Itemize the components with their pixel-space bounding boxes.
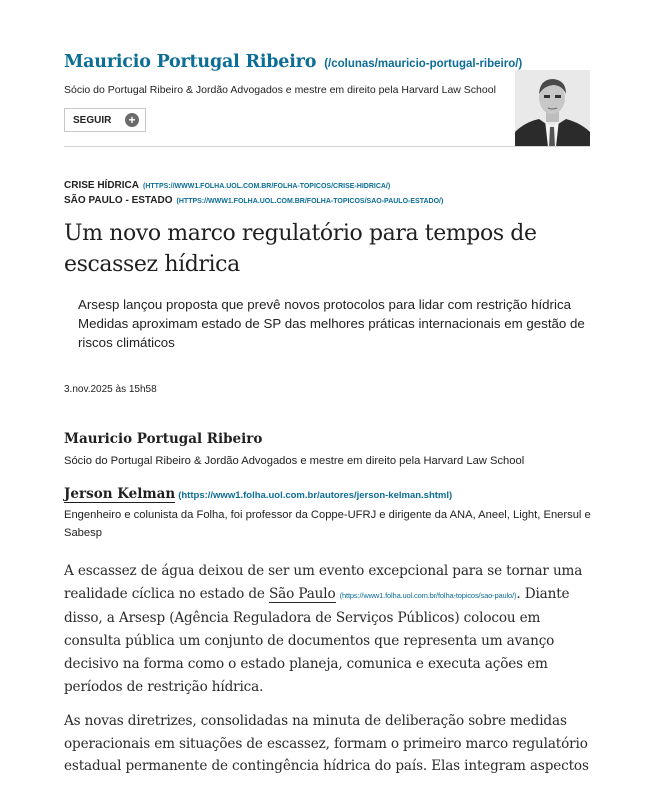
follow-button[interactable] [64,108,146,132]
author-name-link[interactable] [64,486,452,502]
subtitle-line: Arsesp lançou proposta que prevê novos protocolos para lidar com restrição hídrica [78,297,571,312]
paragraph-text: A escassez de água deixou de ser um evento excepcional para se tornar uma realidade cíclica no estado de [64,563,583,602]
tag-url: (HTTPS://WWW1.FOLHA.UOL.COM.BR/FOLHA-TOPICOS/CRISE-HIDRICA/) [143,183,391,190]
columnist-url: (/colunas/mauricio-portugal-ribeiro/) [324,58,523,70]
author-url: (https://www1.folha.uol.com.br/autores/jerson-kelman.shtml) [178,490,453,501]
follow-label: SEGUIR [73,114,112,126]
article-title: Um novo marco regulatório para tempos de escassez hídrica [64,221,537,277]
article-subtitle [78,295,598,352]
sao-paulo-url[interactable]: (https://www1.folha.uol.com.br/folha-topicos/sao-paulo/) [339,590,517,600]
tag-url: (HTTPS://WWW1.FOLHA.UOL.COM.BR/FOLHA-TOPICOS/SAO-PAULO-ESTADO/) [176,198,444,205]
author-bio: Engenheiro e colunista da Folha, foi professor da Coppe-UFRJ e dirigente da ANA, Aneel, Light, Enersul e Sabesp [64,509,591,539]
columnist-name: Mauricio Portugal Ribeiro [64,52,317,72]
publish-date: 3.nov.2025 às 15h58 [64,384,157,395]
paragraph-text: . Diante disso, a Arsesp (Agência Reguladora de Serviços Públicos) colocou em consulta pública um conjunto de documentos que representa um avanço decisivo na forma como o estado planeja, comunica e executa ações em períodos de restrição hídrica. [64,585,570,695]
author-bio: Sócio do Portugal Ribeiro & Jordão Advogados e mestre em direito pela Harvard Law School [64,455,525,467]
author-name: Mauricio Portugal Ribeiro [64,431,263,447]
article-paragraph [64,710,594,778]
paragraph-text: As novas diretrizes, consolidadas na minuta de deliberação sobre medidas operacionais em situações de escassez, formam o primeiro marco regulatório estadual permanente de contingência hídrica do país. Elas integram aspectos [64,713,589,775]
sao-paulo-link[interactable]: São Paulo [269,585,336,602]
tag-label: SÃO PAULO - ESTADO [64,195,173,206]
subtitle-line: Medidas aproximam estado de SP das melhores práticas internacionais em gestão de riscos climáticos [78,316,585,350]
plus-icon: + [125,113,139,127]
tag-sao-paulo-estado[interactable] [64,195,443,206]
header-divider [64,146,590,147]
article-paragraph [64,560,594,698]
columnist-name-link[interactable] [64,54,522,71]
tag-crise-hidrica[interactable] [64,180,390,191]
tag-label: CRISE HÍDRICA [64,180,140,191]
author-name: Jerson Kelman [64,486,176,502]
columnist-header [64,52,590,72]
columnist-bio: Sócio do Portugal Ribeiro & Jordão Advogados e mestre em direito pela Harvard Law School [64,84,496,96]
columnist-photo [515,70,590,147]
